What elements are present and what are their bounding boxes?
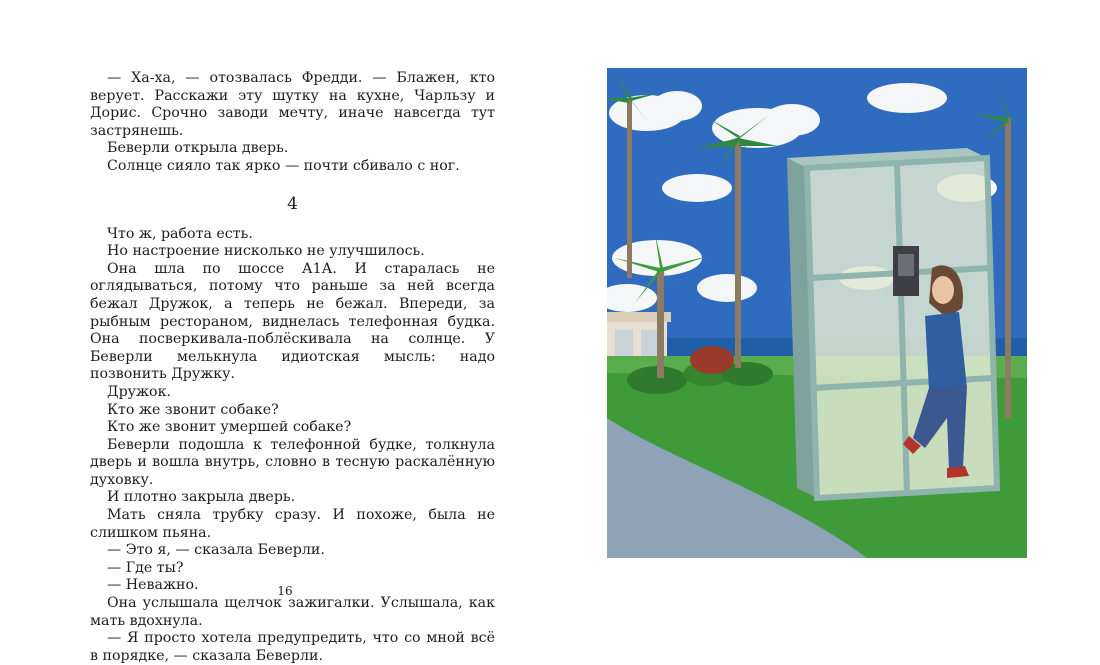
paragraph: Беверли подошла к телефонной будке, толкнула дверь и вошла внутрь, словно в тесную раскалённую духовку. (90, 436, 495, 488)
paragraph: Она шла по шоссе А1А. И старалась не оглядываться, потому что раньше за ней всегда бежал Дружок, а теперь не бежал. Впереди, за рыбным рестораном, виднелась телефонная будка. Она посверкивала-поблёскивала на солнце. У Беверли мелькнула идиотская мысль: надо позвонить Дружку. (90, 260, 495, 383)
paragraph: — Это я, — сказала Беверли. (107, 542, 325, 559)
phone-booth (787, 148, 997, 498)
paragraph: Дружок. (107, 383, 171, 400)
left-page (90, 70, 495, 665)
page-number: 16 (277, 584, 293, 598)
paragraph: — Где ты? (107, 559, 184, 576)
paragraph: И плотно закрыла дверь. (107, 489, 296, 506)
paragraph: Что ж, работа есть. (107, 225, 253, 242)
illustration-phone-booth (607, 68, 1027, 558)
paragraph: — Я просто хотела предупредить, что со мной всё в порядке, — сказала Беверли. (90, 630, 495, 664)
paragraph: — Ха-ха, — отозвалась Фредди. — Блажен, кто верует. Расскажи эту шутку на кухне, Чарльзу и Дорис. Срочно заводи мечту, иначе навсегда тут застрянешь. (90, 70, 495, 139)
paragraph: Но настроение нисколько не улучшилось. (107, 243, 425, 260)
illustration-svg (607, 68, 1027, 558)
paragraph: Беверли открыла дверь. (107, 140, 289, 157)
text-block-after-chapter (90, 226, 495, 665)
text-block-before-chapter (90, 70, 495, 176)
paragraph: Кто же звонит собаке? (107, 401, 279, 418)
chapter-number: 4 (287, 193, 298, 214)
paragraph: Солнце сияло так ярко — почти сбивало с ног. (107, 157, 460, 174)
paragraph: — Неважно. (107, 577, 199, 594)
paragraph: Она услышала щелчок зажигалки. Услышала, как мать вдохнула. (90, 595, 495, 629)
paragraph: Кто же звонит умершей собаке? (107, 419, 352, 436)
paragraph: Мать сняла трубку сразу. И похоже, была не слишком пьяна. (90, 507, 495, 541)
